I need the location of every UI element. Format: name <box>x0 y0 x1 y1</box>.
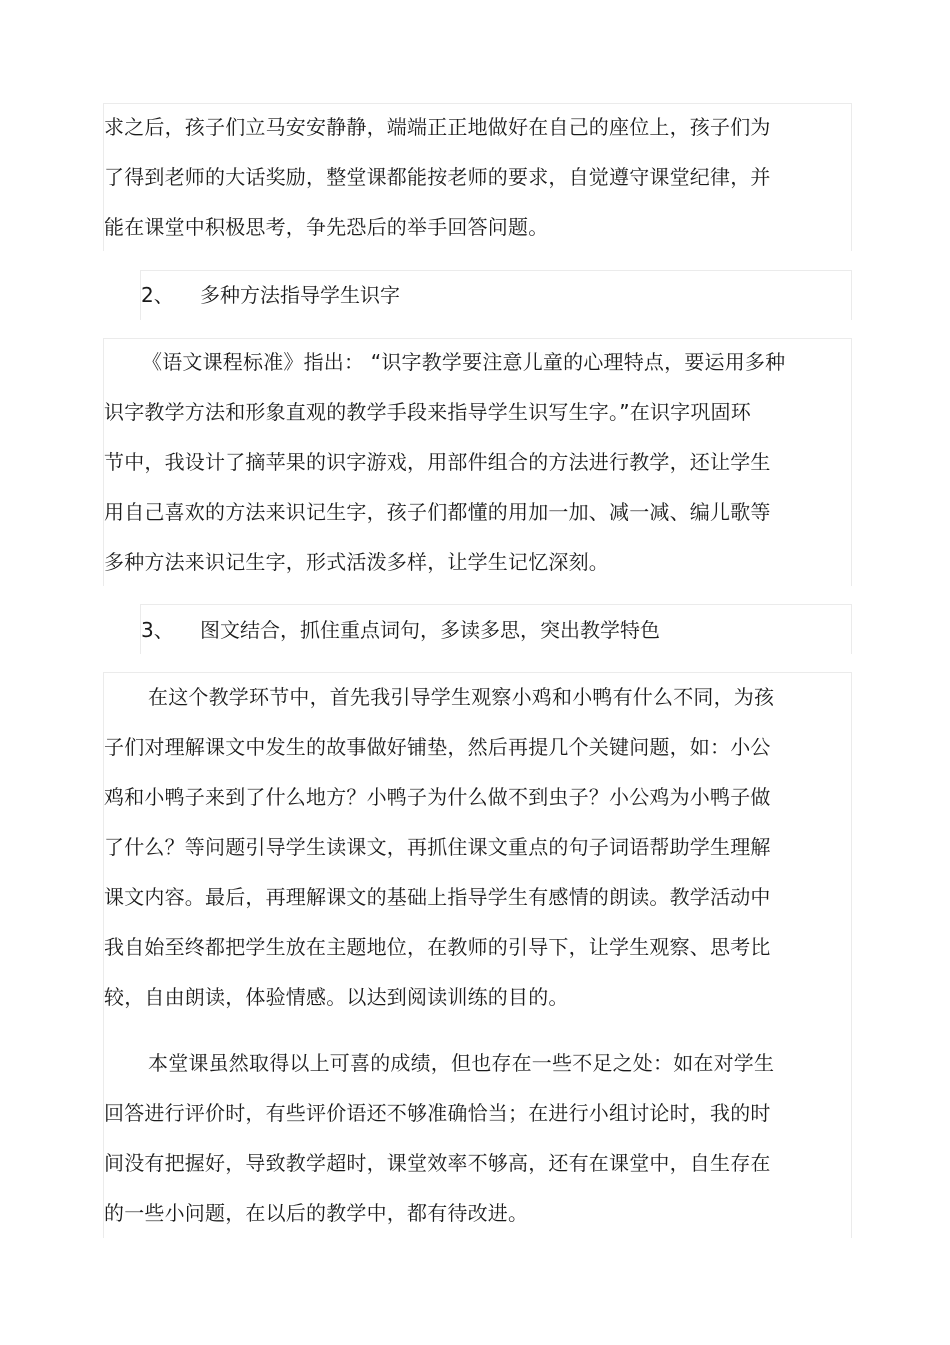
paragraph-line: 多种方法来识记生字，形式活泼多样，让学生记忆深刻。 <box>104 550 609 574</box>
paragraph-line: 求之后，孩子们立马安安静静，端端正正地做好在自己的座位上，孩子们为 <box>104 115 771 139</box>
paragraph-line: 在这个教学环节中，首先我引导学生观察小鸡和小鸭有什么不同，为孩 <box>148 685 775 709</box>
paragraph-line: 我自始至终都把学生放在主题地位，在教师的引导下，让学生观察、思考比 <box>104 935 771 959</box>
paragraph-line: 鸡和小鸭子来到了什么地方？小鸭子为什么做不到虫子？小公鸡为小鸭子做 <box>104 785 771 809</box>
paragraph-line: 子们对理解课文中发生的故事做好铺垫，然后再提几个关键问题，如：小公 <box>104 735 771 759</box>
paragraph-line: 《语文课程标准》指出： “识字教学要注意儿童的心理特点，要运用多种 <box>142 350 786 374</box>
heading-number: 2、 <box>141 283 174 307</box>
paragraph-line: 回答进行评价时，有些评价语还不够准确恰当；在进行小组讨论时，我的时 <box>104 1101 771 1125</box>
paragraph-line: 较，自由朗读，体验情感。以达到阅读训练的目的。 <box>104 985 569 1009</box>
paragraph-line: 本堂课虽然取得以上可喜的成绩，但也存在一些不足之处：如在对学生 <box>148 1051 775 1075</box>
paragraph-line: 用自己喜欢的方法来识记生字，孩子们都懂的用加一加、减一减、编儿歌等 <box>104 500 771 524</box>
paragraph-line: 了什么？等问题引导学生读课文，再抓住课文重点的句子词语帮助学生理解 <box>104 835 771 859</box>
heading-title: 多种方法指导学生识字 <box>200 283 400 307</box>
paragraph-line: 了得到老师的大话奖励，整堂课都能按老师的要求，自觉遵守课堂纪律，并 <box>104 165 771 189</box>
paragraph-line: 节中，我设计了摘苹果的识字游戏，用部件组合的方法进行教学，还让学生 <box>104 450 771 474</box>
paragraph-line: 能在课堂中积极思考，争先恐后的举手回答问题。 <box>104 215 549 239</box>
paragraph-line: 的一些小问题，在以后的教学中，都有待改进。 <box>104 1201 529 1225</box>
paragraph-line: 间没有把握好，导致教学超时，课堂效率不够高，还有在课堂中，自生存在 <box>104 1151 771 1175</box>
paragraph-line: 课文内容。最后，再理解课文的基础上指导学生有感情的朗读。教学活动中 <box>104 885 771 909</box>
heading-number: 3、 <box>141 618 174 642</box>
heading-title: 图文结合，抓住重点词句，多读多思，突出教学特色 <box>200 618 660 642</box>
paragraph-line: 识字教学方法和形象直观的教学手段来指导学生识写生字。”在识字巩固环 <box>104 400 751 424</box>
